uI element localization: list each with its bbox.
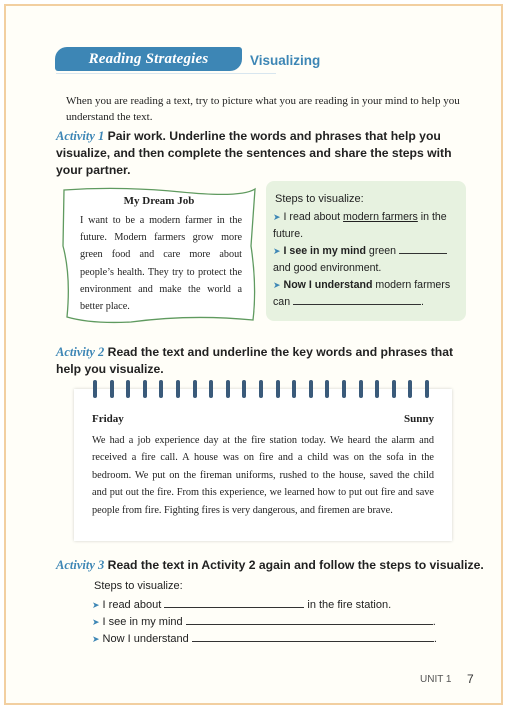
chevron-right-icon: ➤ bbox=[273, 280, 281, 290]
notebook-rings bbox=[93, 380, 443, 400]
passage-text: I want to be a modern farmer in the future. Modern farmers grow more green food and care more about people’s health. They try to protect the environment and make the world a better place. bbox=[80, 215, 242, 313]
step2-text: green bbox=[365, 245, 399, 257]
diary-day: Friday bbox=[92, 413, 124, 425]
activity3-step-3 bbox=[92, 631, 437, 645]
binding-ring bbox=[126, 380, 130, 398]
binding-ring bbox=[292, 380, 296, 398]
diary-text: We had a job experience day at the fire station today. We heard the alarm and received a fire call. A house was on fire and a child was on the sofa in the bedroom. We put on the fireman uniforms, rushed to the house, saved the child and put out the fire. From this experience, we learned how to put out fire and save people from fire. Fighting fires is very dangerous, and firemen are brave. bbox=[92, 435, 434, 516]
activity1-instruction: Pair work. Underline the words and phrases that help you visualize, and then complete the sentences and share the steps with your partner. bbox=[56, 129, 452, 177]
activity1-heading bbox=[56, 128, 476, 179]
binding-ring bbox=[93, 380, 97, 398]
step-1 bbox=[273, 209, 463, 243]
binding-ring bbox=[425, 380, 429, 398]
chevron-right-icon: ➤ bbox=[273, 246, 281, 256]
activity3-steps-title: Steps to visualize: bbox=[94, 580, 183, 592]
unit-label: UNIT 1 bbox=[420, 674, 452, 685]
steps-title: Steps to visualize: bbox=[275, 193, 364, 205]
answer-blank[interactable] bbox=[399, 243, 447, 254]
binding-ring bbox=[375, 380, 379, 398]
intro-text: When you are reading a text, try to picture what you are reading in your mind to help you understand the text. bbox=[66, 95, 460, 123]
a3-step3-rest: . bbox=[433, 633, 437, 645]
passage-card bbox=[61, 186, 257, 324]
activity3-step-1 bbox=[92, 597, 391, 611]
a3-step1-rest: in the fire station. bbox=[304, 599, 392, 611]
page-number: 7 bbox=[467, 672, 474, 686]
step1-text: I read about bbox=[283, 211, 344, 223]
binding-ring bbox=[143, 380, 147, 398]
step-3 bbox=[273, 277, 463, 311]
answer-blank[interactable] bbox=[164, 597, 304, 608]
diary-weather: Sunny bbox=[404, 413, 434, 425]
a3-step1-text: I read about bbox=[102, 599, 165, 611]
answer-blank[interactable] bbox=[186, 614, 433, 625]
step3-label: Now I understand bbox=[283, 279, 373, 291]
a3-step2-text: I see in my mind bbox=[102, 616, 186, 628]
binding-ring bbox=[359, 380, 363, 398]
binding-ring bbox=[193, 380, 197, 398]
step1-underlined: modern farmers bbox=[343, 211, 418, 223]
binding-ring bbox=[392, 380, 396, 398]
chevron-right-icon: ➤ bbox=[273, 212, 281, 222]
binding-ring bbox=[259, 380, 263, 398]
activity3-label: Activity 3 bbox=[56, 558, 105, 572]
step2-label: I see in my mind bbox=[283, 245, 366, 257]
activity2-instruction: Read the text and underline the key words and phrases that help you visualize. bbox=[56, 345, 454, 376]
binding-ring bbox=[176, 380, 180, 398]
activity3-instruction: Read the text in Activity 2 again and follow the steps to visualize. bbox=[107, 558, 484, 572]
activity3-step-2 bbox=[92, 614, 436, 628]
answer-blank[interactable] bbox=[293, 294, 421, 305]
binding-ring bbox=[110, 380, 114, 398]
chevron-right-icon: ➤ bbox=[92, 617, 100, 627]
activity2-label: Activity 2 bbox=[56, 345, 105, 359]
binding-ring bbox=[325, 380, 329, 398]
answer-blank[interactable] bbox=[192, 631, 434, 642]
chevron-right-icon: ➤ bbox=[92, 600, 100, 610]
step3-rest: . bbox=[421, 296, 424, 308]
binding-ring bbox=[309, 380, 313, 398]
binding-ring bbox=[342, 380, 346, 398]
activity1-label: Activity 1 bbox=[56, 129, 105, 143]
step2-rest: and good environment. bbox=[273, 262, 382, 274]
header-divider bbox=[56, 73, 276, 74]
step3-text: modern farmers can bbox=[273, 279, 451, 308]
activity3-heading bbox=[56, 557, 496, 574]
step-2 bbox=[273, 243, 463, 277]
a3-step2-rest: . bbox=[432, 616, 436, 628]
steps-box bbox=[266, 181, 466, 321]
chevron-right-icon: ➤ bbox=[92, 634, 100, 644]
passage-title: My Dream Job bbox=[123, 195, 195, 207]
binding-ring bbox=[242, 380, 246, 398]
strategy-topic: Visualizing bbox=[250, 53, 321, 68]
activity2-heading bbox=[56, 344, 476, 378]
reading-strategies-banner: Reading Strategies bbox=[55, 47, 242, 71]
binding-ring bbox=[408, 380, 412, 398]
a3-step3-text: Now I understand bbox=[102, 633, 192, 645]
binding-ring bbox=[226, 380, 230, 398]
step1-rest: in the future. bbox=[273, 211, 447, 240]
binding-ring bbox=[159, 380, 163, 398]
diary-card bbox=[74, 389, 452, 541]
binding-ring bbox=[276, 380, 280, 398]
binding-ring bbox=[209, 380, 213, 398]
